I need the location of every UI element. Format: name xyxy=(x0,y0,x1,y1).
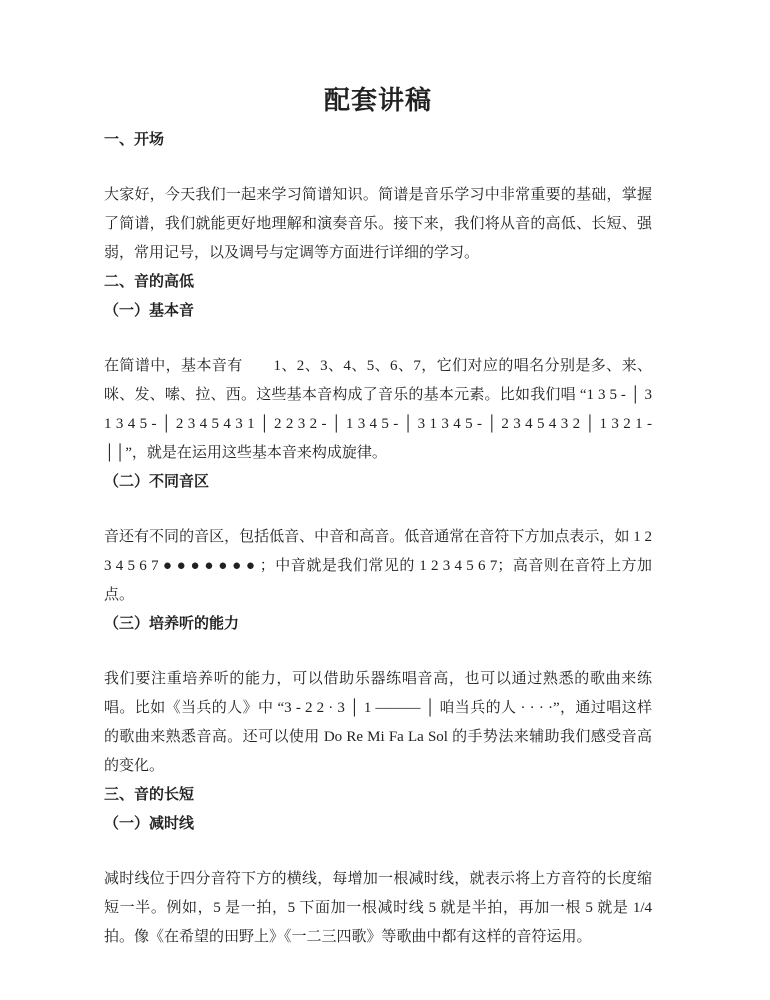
section-heading: 二、音的高低 xyxy=(104,274,195,290)
paragraph: 减时线位于四分音符下方的横线，每增加一根减时线，就表示将上方音符的长度缩短一半。例如，5 是一拍，5 下面加一根减时线 5 就是半拍，再加一根 5 就是 1/4 拍。像《在希望的田野上》《一二三四歌》等歌曲中都有这样的音符运用。 xyxy=(104,871,652,945)
section-heading: （一）减时线 xyxy=(104,816,195,832)
paragraph: 大家好，今天我们一起来学习简谱知识。简谱是音乐学习中非常重要的基础，掌握了简谱，我们就能更好地理解和演奏音乐。接下来，我们将从音的高低、长短、强弱，常用记号，以及调号与定调等方面进行详细的学习。 xyxy=(104,187,652,261)
section-heading: 一、开场 xyxy=(104,132,165,148)
section-heading: （二）不同音区 xyxy=(104,474,210,490)
section-heading: （三）培养听的能力 xyxy=(104,616,240,632)
document-body xyxy=(104,126,652,952)
paragraph: 在简谱中，基本音有 1、2、3、4、5、6、7，它们对应的唱名分别是多、来、咪、发、嗦、拉、西。这些基本音构成了音乐的基本元素。比如我们唱 “1 3 5 - │ 3 1 3 4 5 - │ 2 3 4 5 4 3 1 │ 2 2 3 2 - │ 1 3 4 5 - │ 3 1 3 4 5 - │ 2 3 4 5 4 3 2 │ 1 3 2 1 - ││”，就是在运用这些基本音来构成旋律。 xyxy=(104,358,652,461)
document-title: 配套讲稿 xyxy=(323,86,432,115)
paragraph: 音还有不同的音区，包括低音、中音和高音。低音通常在音符下方加点表示，如 1 2 3 4 5 6 7 ● ● ● ● ● ● ● ；中音就是我们常见的 1 2 3 4 5 6 7；高音则在音符上方加点。 xyxy=(104,529,652,603)
paragraph: 我们要注重培养听的能力，可以借助乐器练唱音高，也可以通过熟悉的歌曲来练唱。比如《当兵的人》中 “3 - 2 2 · 3 │ 1 ——— │ 咱当兵的人 · · · ·”，通过唱这样的歌曲来熟悉音高。还可以使用 Do Re Mi Fa La Sol 的手势法来辅助我们感受音高的变化。 xyxy=(104,671,652,774)
section-heading: （一）基本音 xyxy=(104,303,195,319)
section-heading: 三、音的长短 xyxy=(104,787,195,803)
